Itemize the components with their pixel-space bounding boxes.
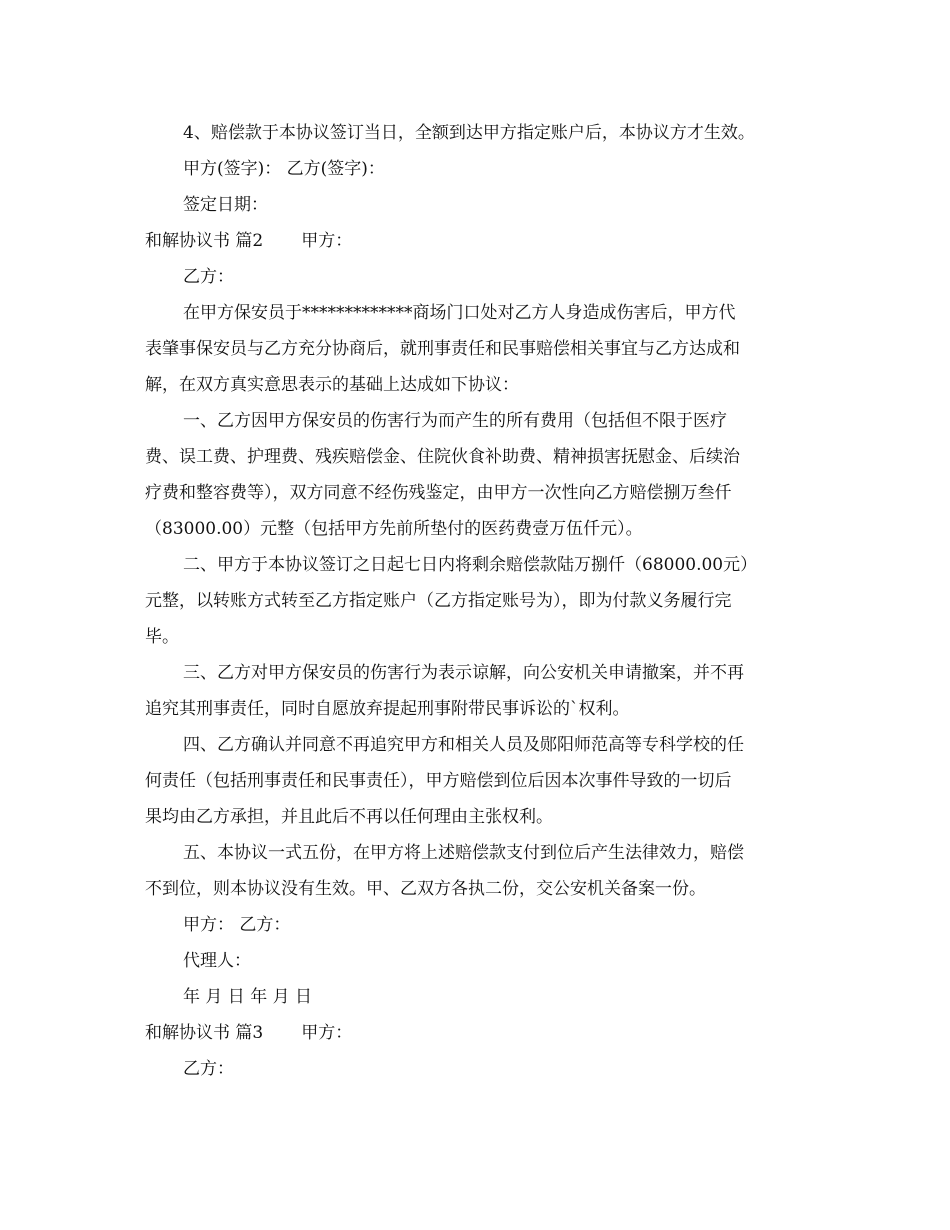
section-2-party-a: 甲方： xyxy=(301,231,353,251)
clause-two-line-3 xyxy=(145,626,179,648)
signature-labels: 甲方(签字)： 乙方(签字)： xyxy=(183,159,385,179)
section-2-heading-line xyxy=(145,230,352,252)
paragraph-text: 三、乙方对甲方保安员的伤害行为表示谅解，向公安机关申请撤案，并不再 xyxy=(183,663,744,683)
clause-one-line-3 xyxy=(145,482,732,504)
clause-4-text: 4、赔偿款于本协议签订当日，全额到达甲方指定账户后，本协议方才生效。 xyxy=(183,123,755,143)
clause-4-line xyxy=(183,122,755,144)
section-2-heading: 和解协议书 篇2 xyxy=(145,231,264,251)
clause-two-line-1 xyxy=(183,554,757,576)
section-3-party-b: 乙方： xyxy=(183,1059,234,1079)
section-2-party-b-line xyxy=(183,266,234,288)
paragraph-text: 五、本协议一式五份，在甲方将上述赔偿款支付到位后产生法律效力，赔偿 xyxy=(183,843,744,863)
clause-three-line-2 xyxy=(145,698,630,720)
paragraph-text: 疗费和整容费等），双方同意不经伤残鉴定，由甲方一次性向乙方赔偿捌万叁仟 xyxy=(145,483,732,503)
parties-sign-line xyxy=(183,914,290,936)
paragraph-text: 果均由乙方承担，并且此后不再以任何理由主张权利。 xyxy=(145,807,553,827)
paragraph-text: （83000.00）元整（包括甲方先前所垫付的医药费壹万伍仟元）。 xyxy=(145,519,643,539)
section-3-party-a: 甲方： xyxy=(301,1023,353,1043)
signature-line xyxy=(183,158,385,180)
intro-paragraph-line-3 xyxy=(145,374,519,396)
parties-sign-labels: 甲方： 乙方： xyxy=(183,915,291,935)
paragraph-text: 四、乙方确认并同意不再追究甲方和相关人员及郧阳师范高等专科学校的任 xyxy=(183,735,744,755)
date-fields-line xyxy=(183,986,312,1008)
clause-four-line-3 xyxy=(145,806,553,828)
paragraph-text: 解，在双方真实意思表示的基础上达成如下协议： xyxy=(145,375,519,395)
section-3-heading-line xyxy=(145,1022,352,1044)
section-2-party-b: 乙方： xyxy=(183,267,234,287)
clause-four-line-2 xyxy=(145,770,732,792)
paragraph-text: 一、乙方因甲方保安员的伤害行为而产生的所有费用（包括但不限于医疗 xyxy=(183,411,727,431)
agent-line xyxy=(183,950,251,972)
paragraph-text: 在甲方保安员于*************商场门口处对乙方人身造成伤害后，甲方代 xyxy=(183,303,736,323)
clause-one-line-1 xyxy=(183,410,727,432)
paragraph-text: 表肇事保安员与乙方充分协商后，就刑事责任和民事赔偿相关事宜与乙方达成和 xyxy=(145,339,740,359)
section-3-party-b-line xyxy=(183,1058,234,1080)
clause-two-line-2 xyxy=(145,590,732,612)
date-fields: 年 月 日 年 月 日 xyxy=(183,987,313,1007)
clause-one-line-4 xyxy=(145,518,643,540)
paragraph-text: 费、误工费、护理费、残疾赔偿金、住院伙食补助费、精神损害抚慰金、后续治 xyxy=(145,447,740,467)
clause-four-line-1 xyxy=(183,734,744,756)
section-3-heading: 和解协议书 篇3 xyxy=(145,1023,264,1043)
clause-three-line-1 xyxy=(183,662,744,684)
intro-paragraph-line-2 xyxy=(145,338,740,360)
paragraph-text: 何责任（包括刑事责任和民事责任），甲方赔偿到位后因本次事件导致的一切后 xyxy=(145,771,732,791)
clause-one-line-2 xyxy=(145,446,740,468)
agent-label: 代理人： xyxy=(183,951,251,971)
clause-five-line-1 xyxy=(183,842,744,864)
clause-five-line-2 xyxy=(145,878,706,900)
intro-paragraph-line-1 xyxy=(183,302,736,324)
paragraph-text: 二、甲方于本协议签订之日起七日内将剩余赔偿款陆万捌仟（68000.00元） xyxy=(183,555,758,575)
sign-date-line xyxy=(183,194,268,216)
paragraph-text: 毕。 xyxy=(145,627,179,647)
paragraph-text: 追究其刑事责任，同时自愿放弃提起刑事附带民事诉讼的`权利。 xyxy=(145,699,630,719)
sign-date-label: 签定日期： xyxy=(183,195,268,215)
paragraph-text: 不到位，则本协议没有生效。甲、乙双方各执二份，交公安机关备案一份。 xyxy=(145,879,706,899)
paragraph-text: 元整，以转账方式转至乙方指定账户（乙方指定账号为），即为付款义务履行完 xyxy=(145,591,732,611)
